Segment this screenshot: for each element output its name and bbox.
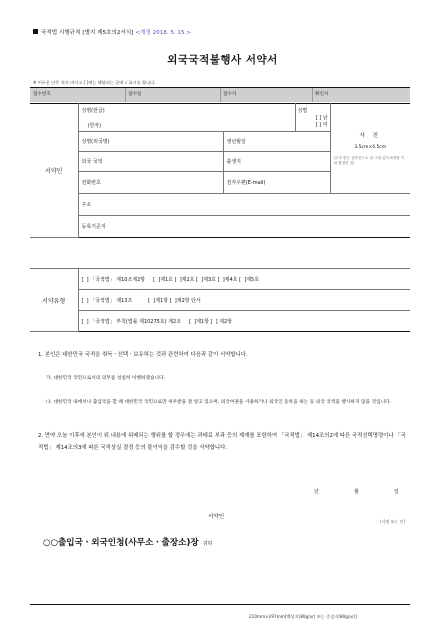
oath-type-option[interactable]: [ ] 「국적법」 부칙(법률 제10275호) 제2조 [ ]제1항 [ ] 제2항 xyxy=(78,311,410,332)
date-day[interactable]: 일 xyxy=(394,489,399,495)
recipient-office-name: ○○출입국ㆍ외국인청(사무소ㆍ출장소)장 xyxy=(43,538,199,548)
recipient-suffix: 귀하 xyxy=(202,541,213,547)
birthdate-field[interactable]: 생년월일 xyxy=(223,132,330,152)
registration-field[interactable]: 등록기준지 xyxy=(78,216,410,238)
paper-spec-footer: 210mm×297mm[백상지(80g/㎡) 또는 중질지(80g/㎡)] xyxy=(249,614,357,619)
name-hanja-label: (한자) xyxy=(87,122,102,129)
statement-item-a: 가. 대한민국 국민으로서의 의무를 성실히 이행하겠습니다. xyxy=(46,376,166,381)
confirmer-label: 확인자 xyxy=(315,92,329,97)
signer-label: 서약인 xyxy=(208,514,225,520)
photo-title: 사 진 xyxy=(359,133,382,139)
square-bullet-icon xyxy=(33,29,38,34)
instruction-note: ※ 어두운 난은 적지 마시고 [ ]에는 해당되는 곳에 √ 표시를 합니다. xyxy=(33,80,156,85)
pledger-section-label: 서약인 xyxy=(30,104,78,238)
gender-field[interactable] xyxy=(295,104,330,132)
oath-type-section-label: 서약유형 xyxy=(30,269,78,332)
statement-paragraph-1: 1. 본인은 대한민국 국적을 취득ㆍ선택ㆍ보유하는 것과 관련하여 다음과 같이 서약합니다. xyxy=(38,352,248,358)
oath-type-table xyxy=(30,268,410,332)
date-month[interactable]: 월 xyxy=(354,489,359,495)
oath-type-option[interactable]: [ ] 「국적법」 제10조제2항 [ ]제1호 [ ]제2호 [ ]제3호 [ ]제4호 [ ]제5호 xyxy=(78,269,410,290)
recipient-office xyxy=(43,536,212,548)
receipt-bar xyxy=(30,87,410,102)
footer-divider xyxy=(30,604,410,605)
birthplace-field[interactable]: 출생지 xyxy=(223,152,330,172)
receipt-number-label: 접수번호 xyxy=(33,92,51,97)
gender-label: 성별 xyxy=(297,108,308,114)
name-foreign-field[interactable]: 성명(외국명) xyxy=(78,132,223,152)
gender-male-checkbox[interactable]: [ ] 남 xyxy=(315,115,328,121)
receipt-date-label: 접수일 xyxy=(128,92,142,97)
name-korean-label: 성명(한글) xyxy=(81,107,105,114)
photo-size: 3.5cm×4.5cm xyxy=(354,145,387,150)
receiver-label: 접수자 xyxy=(223,92,237,97)
name-korean-field[interactable] xyxy=(78,104,295,132)
revision-date: <개정 2018. 5. 15.> xyxy=(135,30,192,36)
signature-field[interactable]: (서명 또는 인) xyxy=(380,519,405,524)
form-law-reference: 국적법 시행규칙 [별지 제5호의2서식] xyxy=(41,30,134,36)
date-year[interactable]: 년 xyxy=(314,489,319,495)
statement-item-b: 나. 대한민국 내에서나 출입국을 할 때 대한민국 국민으로만 처우받을 잘 알고 있으며, 외국여권을 사용하거나 외국인 등록을 하는 등 외국 국적을 행사하지 않을 것입니다. xyxy=(46,400,392,405)
address-field[interactable]: 주소 xyxy=(78,194,410,216)
form-header xyxy=(33,28,191,36)
photo-note: (모자 벗은 상반신으로 뒤 그림 없이 6개월 이내 촬영한 것) xyxy=(333,156,405,165)
document-title: 외국국적불행사 서약서 xyxy=(167,54,278,66)
oath-type-option[interactable]: [ ] 「국적법」 제13조 [ ]제1항 [ ]제2항 단서 xyxy=(78,290,410,311)
photo-box xyxy=(330,104,410,194)
gender-female-checkbox[interactable]: [ ] 여 xyxy=(315,122,328,128)
statement-paragraph-2: 2. 만약 오늘 이후에 본인이 위 내용에 위배되는 행위를 할 경우에는 과태료 부과 등의 제재를 포함하여 「국적법」 제14조의2에 따른 국적선택명령이나 「국적법」 제14조의3에 따른 국적상실 결정 등의 불이익을 감수할 것을 서약합니다. xyxy=(38,433,406,451)
foreign-nationality-field[interactable]: 외국 국적 xyxy=(78,152,223,172)
email-field[interactable]: 전자우편(E-mail) xyxy=(223,172,330,194)
pledger-info-table xyxy=(30,103,410,238)
phone-field[interactable]: 전화번호 xyxy=(78,172,223,194)
